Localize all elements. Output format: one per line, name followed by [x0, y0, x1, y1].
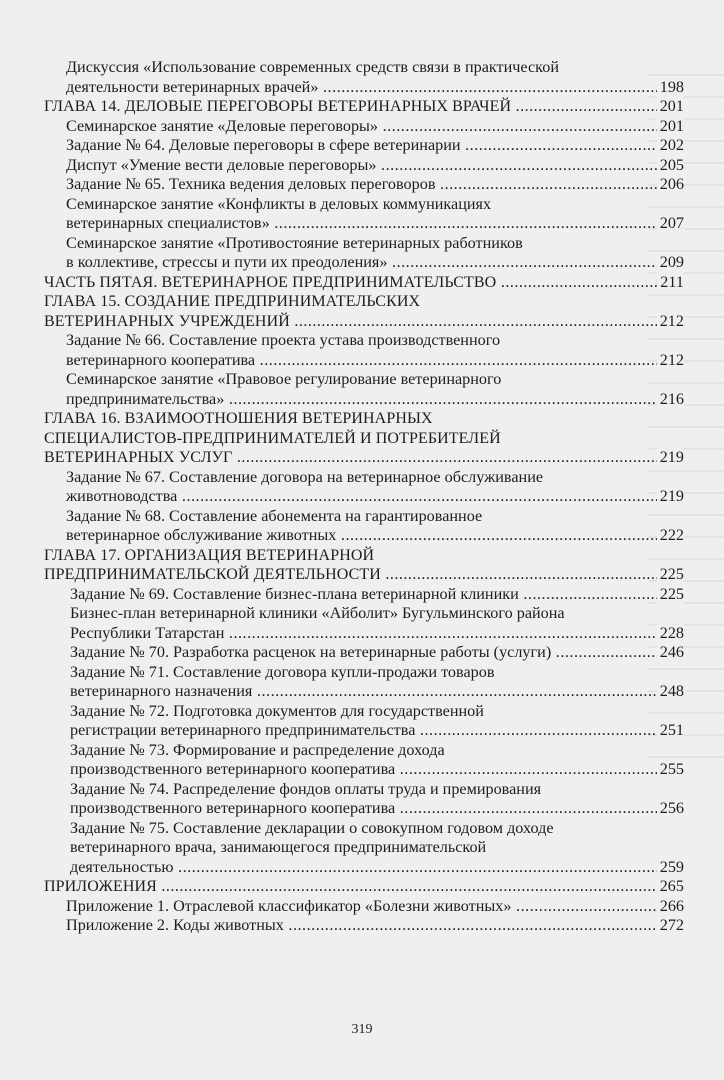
toc-entry	[0, 234, 724, 273]
dot-leader	[395, 760, 684, 778]
toc-entry-text: Задание № 72. Подготовка документов для государственной	[70, 701, 484, 720]
toc-entry-text: Задание № 65. Техника ведения деловых переговоров	[66, 175, 436, 193]
toc-entry-text: ветеринарного кооператива	[66, 350, 256, 369]
toc-entry	[0, 468, 724, 507]
toc-entry-text: Семинарское занятие «Противостояние ветеринарных работников	[66, 233, 523, 252]
toc-entry-text: ветеринарных специалистов»	[66, 214, 270, 232]
toc-entry-text: Задание № 69. Составление бизнес-плана ветеринарной клиники	[70, 584, 519, 603]
toc-page-number: 246	[657, 643, 684, 663]
toc-entry	[0, 136, 724, 156]
toc-entry-text: животноводства	[66, 487, 178, 505]
toc-page-number: 272	[657, 916, 684, 936]
toc-entry-text: Задание № 68. Составление абонемента на гарантированное	[66, 506, 483, 525]
dot-leader	[376, 156, 684, 174]
toc-page-number: 211	[657, 273, 684, 293]
toc-entry	[0, 331, 724, 370]
toc-page-number: 202	[657, 136, 684, 156]
toc-entry-text: ПРИЛОЖЕНИЯ	[44, 878, 157, 895]
toc-entry	[0, 175, 724, 195]
toc-entry	[0, 58, 724, 97]
dot-leader	[435, 175, 684, 193]
toc-entry	[0, 117, 724, 137]
dot-leader	[387, 253, 684, 271]
toc-page-number: 225	[657, 565, 684, 585]
toc-entry-text: ГЛАВА 17. ОРГАНИЗАЦИЯ ВЕТЕРИНАРНОЙ	[44, 546, 375, 564]
toc-page-number: 201	[657, 117, 684, 137]
dot-leader	[290, 313, 684, 330]
toc-entry-text: Задание № 74. Распределение фондов оплаты труда и премирования	[70, 779, 542, 798]
toc-entry-text: ВЕТЕРИНАРНЫХ УЧРЕЖДЕНИЙ	[44, 312, 290, 330]
dot-leader	[318, 78, 684, 96]
toc-page-number: 251	[657, 721, 684, 741]
toc-page-number: 266	[657, 897, 684, 917]
toc-entry-text: Приложение 2. Коды животных	[66, 916, 284, 934]
dot-leader	[177, 487, 684, 505]
toc-page-number: 205	[657, 156, 684, 176]
toc-entry	[0, 604, 724, 643]
toc-page-number: 206	[657, 175, 684, 195]
toc-entry	[0, 702, 724, 741]
dot-leader	[255, 351, 684, 369]
toc-entry	[0, 507, 724, 546]
toc-entry	[0, 585, 724, 605]
dot-leader	[224, 624, 684, 642]
toc-entry-text: Задание № 73. Формирование и распределение дохода	[70, 740, 445, 759]
toc-entry-text: деятельностью	[70, 857, 174, 876]
dot-leader	[496, 274, 684, 291]
toc-heading	[0, 273, 724, 293]
toc-entry-text: ГЛАВА 14. ДЕЛОВЫЕ ПЕРЕГОВОРЫ ВЕТЕРИНАРНЫХ ВРАЧЕЙ	[44, 98, 512, 115]
toc-page-number: 216	[657, 390, 684, 410]
toc-entry-text: Задание № 67. Составление договора на ветеринарное обслуживание	[66, 467, 544, 486]
toc-entry-text: в коллективе, стрессы и пути их преодоления»	[66, 253, 388, 271]
toc-page-number: 259	[657, 858, 684, 878]
dot-leader	[415, 721, 684, 739]
dot-leader	[395, 799, 684, 817]
toc-page-number: 219	[657, 487, 684, 507]
toc-entry	[0, 897, 724, 917]
toc-entry	[0, 819, 724, 878]
dot-leader	[461, 136, 684, 154]
toc-heading	[0, 877, 724, 897]
toc-page-number: 222	[657, 526, 684, 546]
toc-entry-text: ГЛАВА 16. ВЗАИМООТНОШЕНИЯ ВЕТЕРИНАРНЫХ	[44, 410, 433, 427]
page-number: 319	[351, 1022, 373, 1037]
toc-page-number: 255	[657, 760, 684, 780]
toc-entry-text: ПРЕДПРИНИМАТЕЛЬСКОЙ ДЕЯТЕЛЬНОСТИ	[44, 566, 381, 583]
toc-page-number: 212	[657, 312, 684, 332]
toc-heading	[0, 546, 724, 585]
toc-page-number: 201	[657, 97, 684, 117]
toc-entry-text: Дискуссия «Использование современных средств связи в практической	[66, 58, 559, 76]
toc-entry-text: ЧАСТЬ ПЯТАЯ. ВЕТЕРИНАРНОЕ ПРЕДПРИНИМАТЕЛЬСТВО	[44, 273, 497, 291]
toc-page-number: 256	[657, 799, 684, 819]
dot-leader	[173, 858, 684, 876]
toc-entry-text: ветеринарного врача, занимающегося предпринимательской	[70, 838, 487, 856]
toc-entry	[0, 643, 724, 663]
toc-entry-text: Задание № 70. Разработка расценок на ветеринарные работы (услуги)	[70, 643, 552, 661]
dot-leader	[378, 117, 684, 135]
toc-entry-text: Задание № 75. Составление декларации о совокупном годовом доходе	[70, 818, 554, 837]
table-of-contents	[0, 58, 724, 936]
toc-entry-text: Приложение 1. Отраслевой классификатор «Болезни животных»	[66, 896, 512, 915]
toc-entry	[0, 195, 724, 234]
dot-leader	[381, 566, 684, 583]
dot-leader	[232, 449, 684, 466]
toc-page-number: 225	[657, 585, 684, 605]
toc-entry-text: Задание № 71. Составление договора купли-продажи товаров	[70, 662, 495, 681]
toc-entry-text: Республики Татарстан	[70, 623, 225, 642]
toc-page-number: 248	[657, 682, 684, 702]
toc-entry	[0, 741, 724, 780]
toc-entry	[0, 663, 724, 702]
toc-entry	[0, 370, 724, 409]
toc-entry-text: Диспут «Умение вести деловые переговоры»	[66, 155, 377, 174]
toc-page-number: 228	[657, 624, 684, 644]
toc-entry-text: СПЕЦИАЛИСТОВ-ПРЕДПРИНИМАТЕЛЕЙ И ПОТРЕБИТЕЛЕЙ	[44, 429, 501, 447]
toc-entry-text: Задание № 66. Составление проекта устава производственного	[66, 331, 501, 349]
toc-entry-text: деятельности ветеринарных врачей»	[66, 77, 319, 96]
toc-entry-text: Бизнес-план ветеринарной клиники «Айболит» Бугульминского района	[70, 604, 565, 622]
toc-heading	[0, 409, 724, 468]
toc-entry-text: ветеринарного назначения	[70, 682, 253, 700]
toc-page-number: 219	[657, 448, 684, 468]
toc-page-number: 265	[657, 877, 684, 897]
toc-entry-text: производственного ветеринарного кооператива	[70, 760, 396, 778]
toc-entry-text: Семинарское занятие «Деловые переговоры»	[66, 116, 379, 135]
dot-leader	[224, 390, 684, 408]
toc-page-number: 212	[657, 351, 684, 371]
dot-leader	[252, 682, 684, 700]
toc-entry-text: производственного ветеринарного кооператива	[70, 799, 396, 817]
toc-entry-text: регистрации ветеринарного предпринимательства	[70, 721, 416, 739]
toc-entry-text: Семинарское занятие «Правовое регулирование ветеринарного	[66, 370, 502, 388]
toc-entry-text: ветеринарное обслуживание животных	[66, 526, 337, 544]
dot-leader	[284, 916, 684, 934]
toc-page-number: 209	[657, 253, 684, 273]
toc-entry-text: Задание № 64. Деловые переговоры в сфере ветеринарии	[66, 136, 461, 154]
toc-entry-text: Семинарское занятие «Конфликты в деловых коммуникациях	[66, 194, 492, 213]
dot-leader	[157, 878, 684, 895]
toc-entry-text: ГЛАВА 15. СОЗДАНИЕ ПРЕДПРИНИМАТЕЛЬСКИХ	[44, 293, 421, 310]
toc-entry	[0, 916, 724, 936]
toc-heading	[0, 97, 724, 117]
toc-entry-text: ВЕТЕРИНАРНЫХ УСЛУГ	[44, 449, 233, 466]
toc-heading	[0, 292, 724, 331]
toc-page-number: 198	[657, 78, 684, 98]
toc-entry	[0, 156, 724, 176]
toc-entry	[0, 780, 724, 819]
dot-leader	[336, 526, 684, 544]
toc-entry-text: предпринимательства»	[66, 389, 225, 408]
toc-page-number: 207	[657, 214, 684, 234]
dot-leader	[270, 214, 684, 232]
